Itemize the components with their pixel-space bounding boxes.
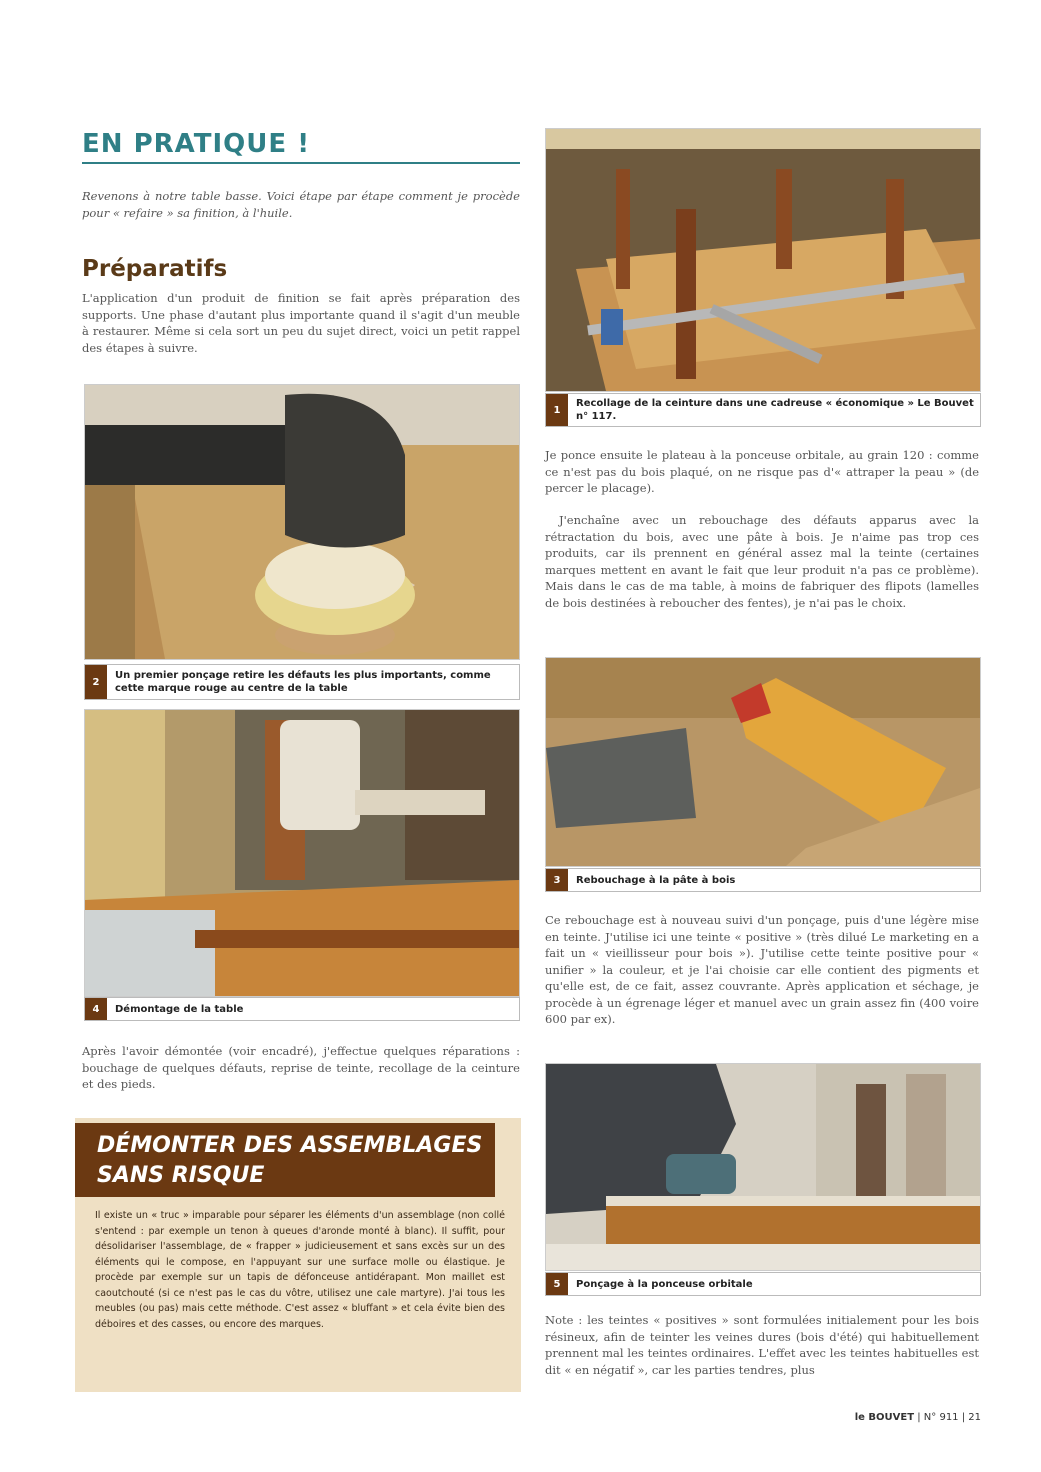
caption-fig2: [84, 664, 520, 700]
caption-text: Recollage de la ceinture dans une cadreuse « économique » Le Bouvet n° 117.: [576, 398, 974, 422]
caption-fig4: [84, 997, 520, 1021]
section-title: EN PRATIQUE !: [82, 126, 520, 164]
photo-orbital-sanding: [545, 1063, 981, 1271]
box-title-line2: SANS RISQUE: [97, 1163, 265, 1188]
caption-fig3: [545, 868, 981, 892]
figure-number: 5: [546, 1273, 568, 1295]
page-footer: [855, 1412, 981, 1423]
box-title-line1: DÉMONTER DES ASSEMBLAGES: [97, 1133, 483, 1158]
sidebar-box-text: Il existe un « truc » imparable pour séparer les éléments d'un assemblage (non collé s'entend : par exemple un tenon à queues d'aronde monté à blanc). Il suffit, pour désolidariser l'assemblage, de « frapper » judicieusement et sans excès sur un des éléments qui le compose, en l'appuyant sur une surface molle ou élastique. Je procède par exemple sur un tapis de défonceuse antidérapant. Mon maillet est caoutchouté (si ce n'est pas le cas du vôtre, utilisez une cale martyre). J'ai tous les meubles (ou pas) mais cette méthode. C'est assez « bluffant » et cela évite bien des déboires et des casses, ou encore des marques.: [95, 1210, 505, 1330]
figure-number: 2: [85, 665, 107, 699]
caption-fig5: [545, 1272, 981, 1296]
col2-paragraph-a1: Je ponce ensuite le plateau à la ponceuse orbitale, au grain 120 : comme ce n'est pas du bois plaqué, on ne risque pas d'« attraper la peau » (de percer le placage).: [545, 448, 979, 495]
col2-paragraph-a2: J'enchaîne avec un rebouchage des défauts apparus avec la rétractation du bois, avec une pâte à bois. Je n'aime pas trop ces produits, car ils prennent en général assez mal la teinte (certaines marques mettent en avant le fait que leur produit n'a pas ce problème). Mais dans le cas de ma table, à moins de fabriquer des flipots (lamelles de bois destinées à reboucher des fentes), je n'ai pas le choix.: [545, 513, 979, 610]
col2-paragraph-note: Note : les teintes « positives » sont formulées initialement pour les bois résineux, afin de teinter les veines dures (bois d'été) qui habituellement prennent mal les teintes ordinaires. L'effet avec les teintes habituelles est dit « en négatif », car les parties tendres, plus: [545, 1313, 979, 1377]
caption-text: Démontage de la table: [115, 1003, 244, 1015]
col2-paragraph-b: Ce rebouchage est à nouveau suivi d'un ponçage, puis d'une légère mise en teinte. J'utilise ici une teinte « positive » (très dilué Le marketing en a fait un « vieillisseur pour bois »). J'utilise cette teinte positive pour « unifier » la couleur, et je l'ai choisie car elle contient des pigments et qu'elle est, de ce fait, assez couvrante. Après application et séchage, je procède à un égrenage léger et manuel avec un grain assez fin (400 voire 600 par ex).: [545, 913, 979, 1026]
footer-issue: | N° 911 | 21: [917, 1412, 981, 1423]
figure-number: 1: [546, 394, 568, 426]
sidebar-box-title: [75, 1123, 495, 1197]
photo-sanding: [84, 384, 520, 660]
figure-number: 4: [85, 998, 107, 1020]
figure-number: 3: [546, 869, 568, 891]
photo-filler: [545, 657, 981, 867]
caption-text: Ponçage à la ponceuse orbitale: [576, 1278, 753, 1290]
photo-clamping: [545, 128, 981, 392]
caption-text: Rebouchage à la pâte à bois: [576, 874, 736, 886]
caption-fig1: [545, 393, 981, 427]
preparatifs-paragraph: L'application d'un produit de finition se fait après préparation des supports. Une phase d'autant plus importante quand il s'agit d'un meuble à restaurer. Même si cela sort un peu du sujet direct, voici un petit rappel des étapes à suivre.: [82, 291, 520, 355]
after-demontage-paragraph: Après l'avoir démontée (voir encadré), j'effectue quelques réparations : bouchage de quelques défauts, reprise de teinte, recollage de la ceinture et des pieds.: [82, 1044, 520, 1091]
intro-paragraph: Revenons à notre table basse. Voici étape par étape comment je procède pour « refaire » sa finition, à l'huile.: [82, 189, 520, 220]
footer-magazine: le BOUVET: [854, 1412, 915, 1423]
photo-dismantling: [84, 709, 520, 997]
heading-preparatifs: Préparatifs: [82, 256, 228, 282]
caption-text: Un premier ponçage retire les défauts les plus importants, comme cette marque rouge au centre de la table: [115, 670, 491, 694]
